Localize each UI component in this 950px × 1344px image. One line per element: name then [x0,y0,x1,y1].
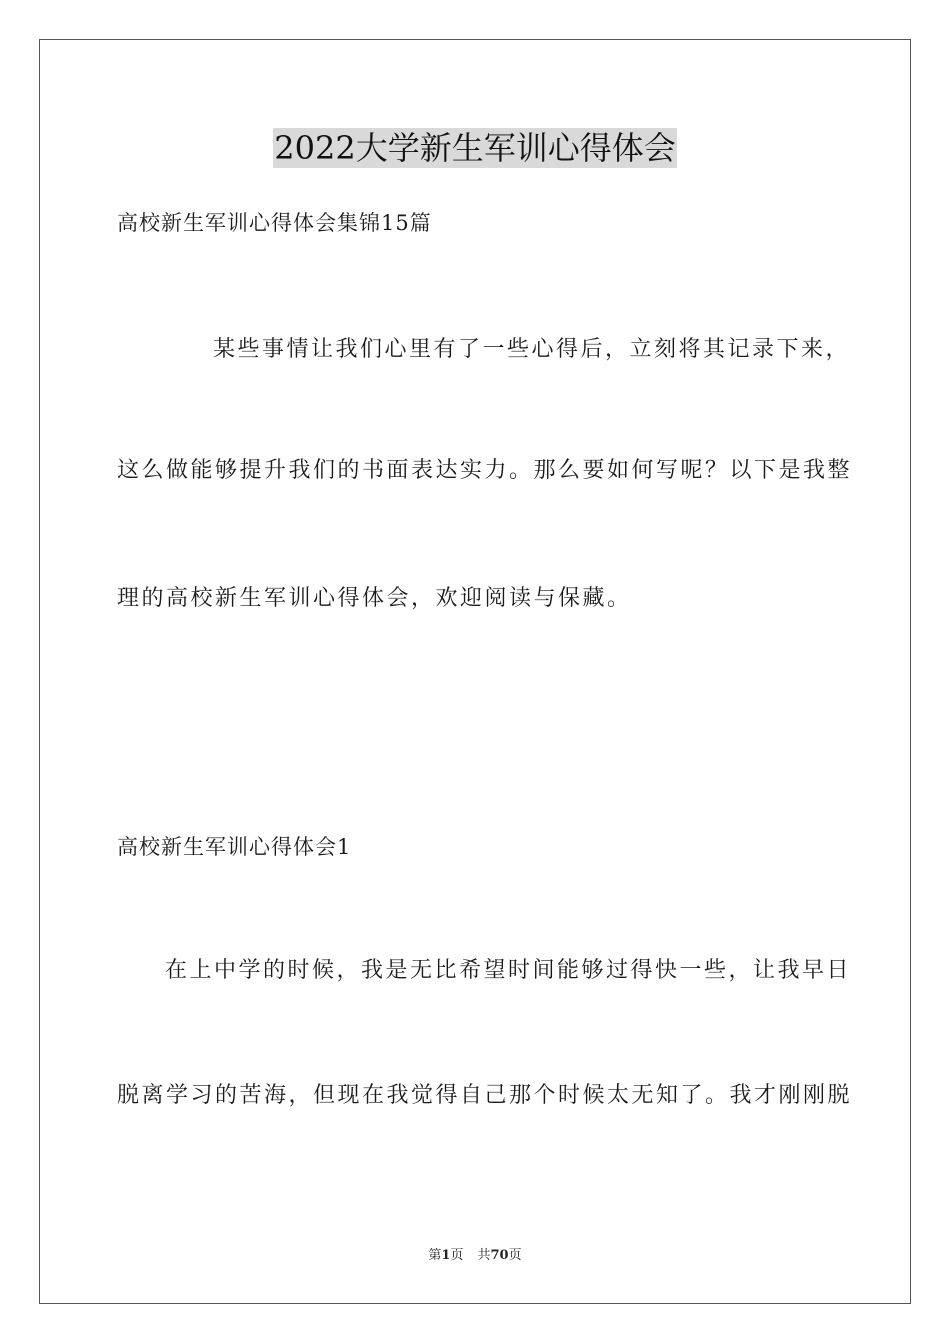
page-prefix: 第 [428,1248,442,1263]
total-suffix: 页 [508,1248,522,1263]
page-suffix: 页 [450,1248,464,1263]
section-heading: 高校新生军训心得体会1 [117,835,352,859]
page-number: 1 [441,1248,451,1263]
document-title: 2022大学新生军训心得体会 [274,129,676,167]
document-subtitle: 高校新生军训心得体会集锦15篇 [117,211,432,235]
intro-line-1: 某些事情让我们心里有了一些心得后，立刻将其记录下来， [213,337,851,362]
page-footer [0,1247,950,1265]
total-prefix: 共 [477,1248,491,1263]
intro-line-3: 理的高校新生军训心得体会，欢迎阅读与保藏。 [117,586,632,611]
total-pages: 70 [490,1248,509,1263]
intro-line-2: 这么做能够提升我们的书面表达实力。那么要如何写呢？以下是我整 [117,458,853,483]
title-container [0,128,950,168]
body-line-1: 在上中学的时候，我是无比希望时间能够过得快一些，让我早日 [165,958,852,983]
body-line-2: 脱离学习的苦海，但现在我觉得自己那个时候太无知了。我才刚刚脱 [117,1083,853,1108]
